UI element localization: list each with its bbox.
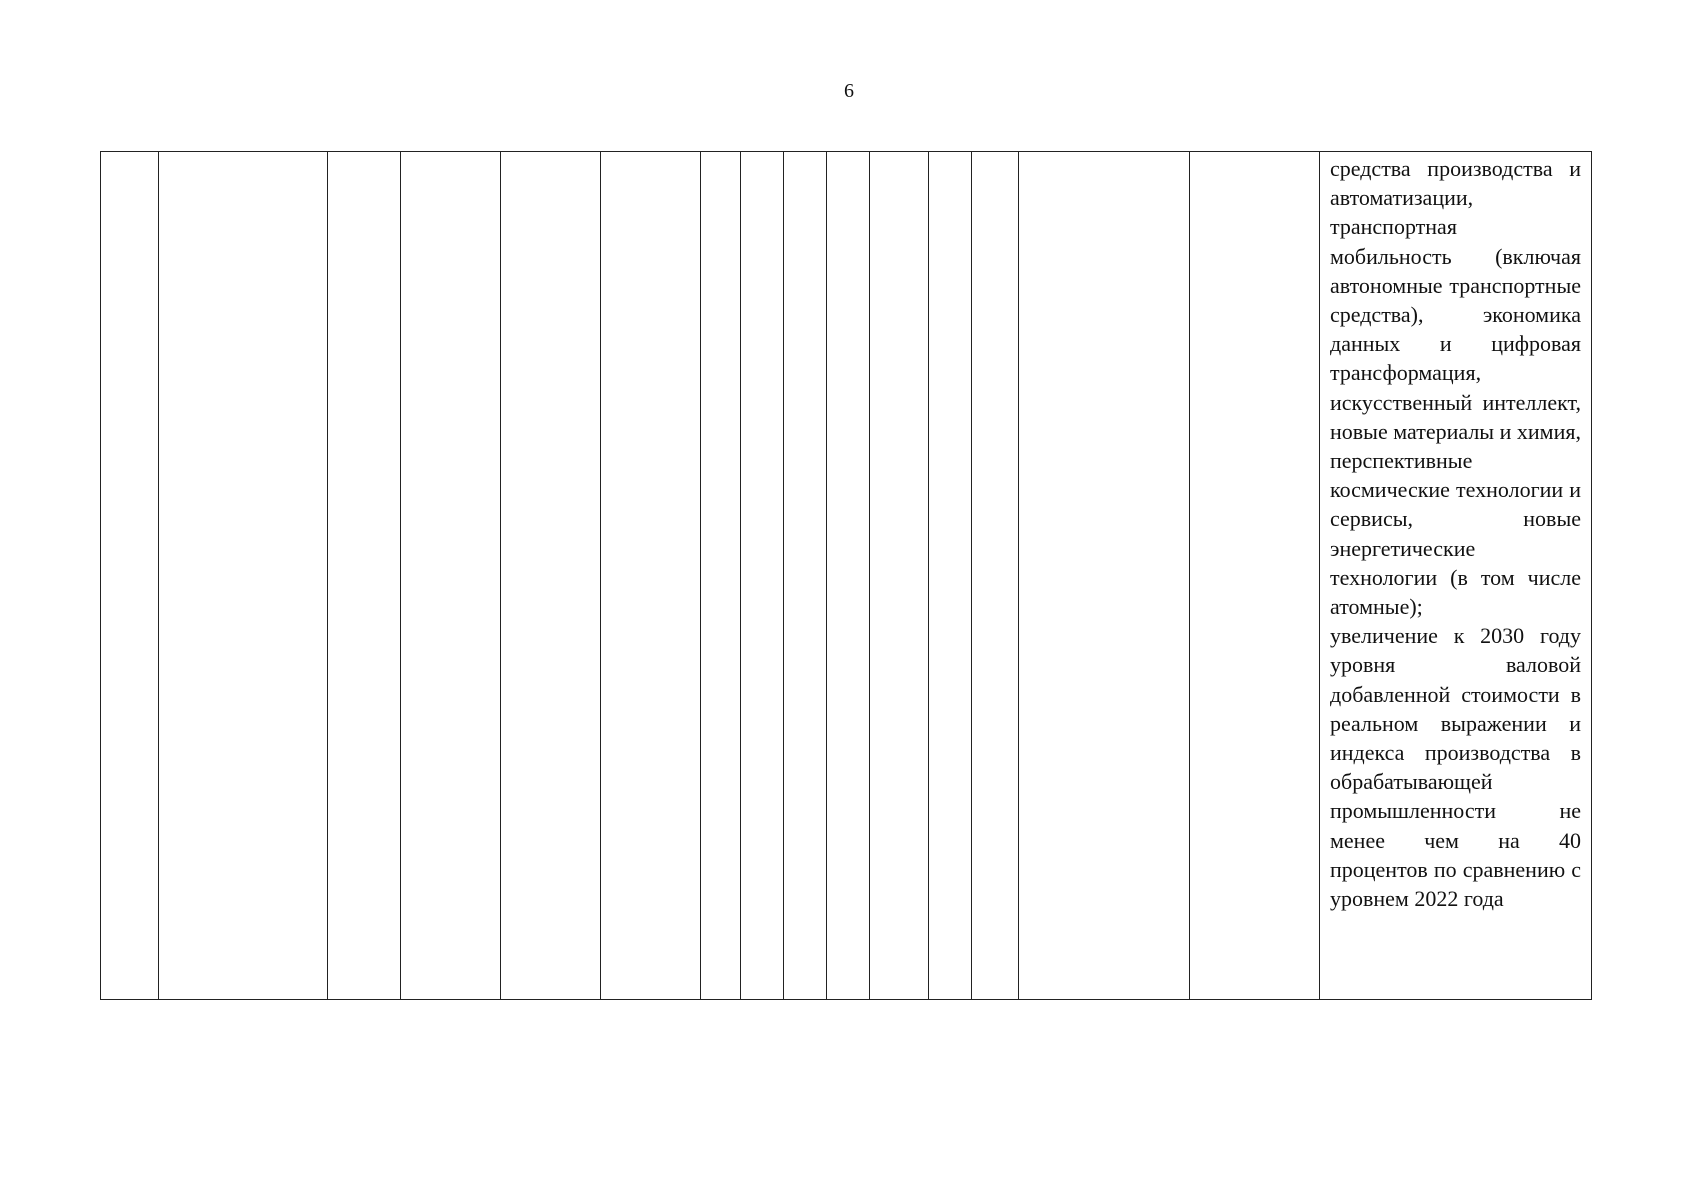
- table-cell-empty: [784, 152, 827, 1000]
- table-cell-empty: [601, 152, 701, 1000]
- table-cell-empty: [972, 152, 1019, 1000]
- table-cell-empty: [929, 152, 972, 1000]
- page-number: 6: [844, 80, 854, 102]
- table-cell-empty: [741, 152, 784, 1000]
- table-cell-empty: [401, 152, 501, 1000]
- table-cell-empty: [1019, 152, 1190, 1000]
- goals-text: [1330, 154, 1581, 913]
- table-cell-goals: [1320, 152, 1592, 1000]
- document-table: [100, 151, 1592, 1000]
- table-cell-empty: [701, 152, 741, 1000]
- table-cell-empty: [159, 152, 328, 1000]
- table-cell-empty: [870, 152, 929, 1000]
- table-cell-empty: [501, 152, 601, 1000]
- table-cell-empty: [101, 152, 159, 1000]
- goals-paragraph-manufacturing: увеличение к 2030 году уровня валовой добавленной стоимости в реальном выражении и индекса производства в обрабатывающей промышленности не менее чем на 40 процентов по сравнению с уровнем 2022 года: [1330, 623, 1581, 912]
- goals-paragraph-technologies: средства производства и автоматизации, транспортная мобильность (включая автономные транспортные средства), экономика данных и цифровая трансформация, искусственный интеллект, новые материалы и химия, перспективные космические технологии и сервисы, новые энергетические технологии (в том числе атомные);: [1330, 156, 1581, 620]
- table-row: [101, 152, 1592, 1000]
- table-cell-empty: [1190, 152, 1320, 1000]
- table-cell-empty: [827, 152, 870, 1000]
- table-cell-empty: [328, 152, 401, 1000]
